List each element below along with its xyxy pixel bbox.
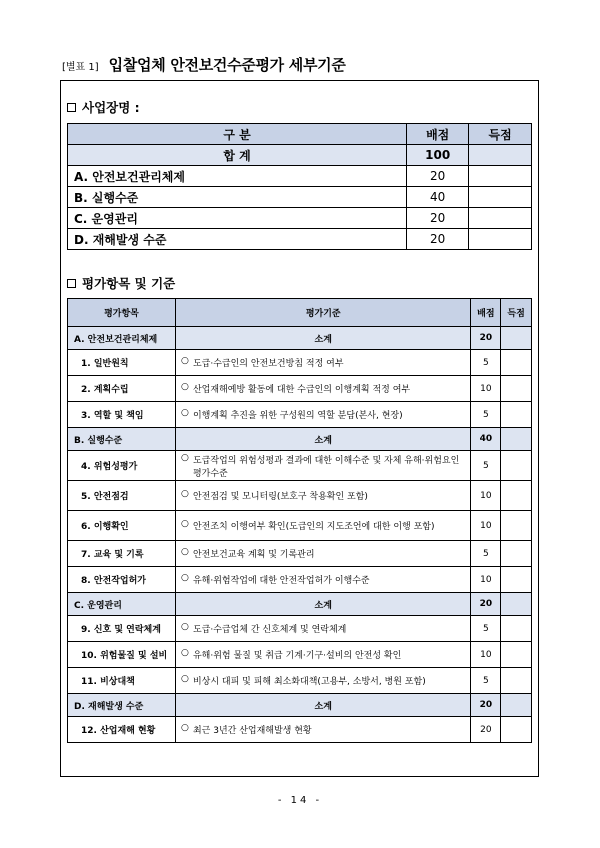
criterion-cell [175,668,471,694]
item-name: 3. 역할 및 책임 [68,402,176,428]
summary-label: B. 실행수준 [68,187,407,208]
subtotal-label: 소계 [175,327,471,350]
summary-score[interactable] [469,208,532,229]
item-score[interactable] [501,567,532,593]
criteria-row [68,567,532,593]
bullet-icon: ○ [180,356,189,366]
summary-points: 20 [407,229,469,250]
bullet-icon: ○ [180,622,189,632]
criteria-row [68,376,532,402]
item-score[interactable] [501,642,532,668]
subtotal-score[interactable] [501,593,532,616]
item-name: 9. 신호 및 연락체계 [68,616,176,642]
criterion-text: 유해·위험작업에 대한 안전작업허가 이행수준 [192,576,370,586]
summary-heading-text: 사업장명 : [82,100,140,115]
item-points: 10 [471,567,501,593]
criterion-text: 산업재해예방 활동에 대한 수급인의 이행계획 적정 여부 [192,385,411,395]
summary-points: 20 [407,208,469,229]
item-name: 5. 안전점검 [68,481,176,511]
criterion-cell [175,350,471,376]
criteria-row [68,350,532,376]
criterion-cell [175,541,471,567]
summary-label: A. 안전보건관리체제 [68,166,407,187]
bullet-icon: ○ [180,519,189,529]
bullet-icon: ○ [180,723,189,733]
total-points: 100 [407,145,469,166]
criteria-row [68,717,532,743]
section-name: D. 재해발생 수준 [68,694,176,717]
col-criterion: 평가기준 [175,299,471,327]
item-name: 2. 계획수립 [68,376,176,402]
bullet-icon: ○ [180,547,189,557]
criteria-table [67,298,532,743]
criteria-row [68,511,532,541]
summary-score[interactable] [469,166,532,187]
item-score[interactable] [501,376,532,402]
subtotal-points: 20 [471,593,501,616]
subtotal-score[interactable] [501,694,532,717]
subtotal-points: 20 [471,327,501,350]
item-points: 5 [471,402,501,428]
item-score[interactable] [501,350,532,376]
criterion-cell [175,717,471,743]
summary-table [67,123,532,250]
section-name: C. 운영관리 [68,593,176,616]
bullet-icon: ○ [180,489,189,499]
item-score[interactable] [501,481,532,511]
criteria-heading-text: 평가항목 및 기준 [82,276,176,291]
item-name: 12. 산업재해 현황 [68,717,176,743]
item-points: 10 [471,481,501,511]
criterion-text: 최근 3년간 산업재해발생 현황 [192,726,312,736]
summary-label: C. 운영관리 [68,208,407,229]
summary-label: D. 재해발생 수준 [68,229,407,250]
summary-heading [67,98,140,116]
bullet-icon: ○ [180,573,189,583]
checkbox-square-icon [67,279,76,288]
criterion-text: 안전보건교육 계획 및 기록관리 [192,550,315,560]
item-score[interactable] [501,451,532,481]
section-name: B. 실행수준 [68,428,176,451]
summary-score[interactable] [469,187,532,208]
summary-header-row [68,124,532,145]
summary-points: 40 [407,187,469,208]
item-points: 20 [471,717,501,743]
summary-row [68,208,532,229]
item-points: 5 [471,668,501,694]
bullet-icon: ○ [180,674,189,684]
bullet-icon: ○ [180,648,189,658]
bullet-icon: ○ [180,408,189,418]
col-score: 득점 [501,299,532,327]
col-category: 구 분 [68,124,407,145]
total-score[interactable] [469,145,532,166]
item-score[interactable] [501,511,532,541]
criterion-text: 안전점검 및 모니터링(보호구 착용확인 포함) [192,492,368,502]
criterion-text: 도급·수급업체 간 신호체계 및 연락체계 [192,625,347,635]
section-row [68,428,532,451]
col-item: 평가항목 [68,299,176,327]
item-score[interactable] [501,668,532,694]
item-points: 5 [471,350,501,376]
item-name: 7. 교육 및 기록 [68,541,176,567]
item-score[interactable] [501,402,532,428]
subtotal-label: 소계 [175,694,471,717]
item-score[interactable] [501,541,532,567]
item-points: 10 [471,642,501,668]
criterion-cell [175,616,471,642]
criterion-cell [175,402,471,428]
col-points: 배점 [471,299,501,327]
criteria-row [68,451,532,481]
summary-total-row [68,145,532,166]
criterion-cell [175,481,471,511]
item-name: 1. 일반원칙 [68,350,176,376]
item-points: 5 [471,541,501,567]
document-title: 입찰업체 안전보건수준평가 세부기준 [108,56,346,74]
criterion-cell [175,642,471,668]
criterion-cell [175,376,471,402]
section-row [68,593,532,616]
item-name: 4. 위험성평가 [68,451,176,481]
criterion-cell [175,567,471,593]
criteria-row [68,541,532,567]
item-name: 11. 비상대책 [68,668,176,694]
page-title [62,54,346,75]
appendix-tag: [별표 1] [62,62,99,73]
item-name: 6. 이행확인 [68,511,176,541]
page-number: - 14 - [277,795,323,806]
criteria-row [68,481,532,511]
criteria-row [68,616,532,642]
section-row [68,327,532,350]
criteria-header-row [68,299,532,327]
subtotal-label: 소계 [175,428,471,451]
criteria-row [68,402,532,428]
criterion-text: 유해·위험 물질 및 취급 기계·기구·설비의 안전성 확인 [192,651,402,661]
summary-row [68,166,532,187]
item-name: 8. 안전작업허가 [68,567,176,593]
bullet-icon: ○ [180,382,189,392]
checkbox-square-icon [67,103,76,112]
bullet-icon: ○ [180,452,189,463]
section-row [68,694,532,717]
total-label: 합 계 [68,145,407,166]
summary-row [68,229,532,250]
section-name: A. 안전보건관리체제 [68,327,176,350]
criterion-text: 이행계획 추진을 위한 구성원의 역할 분담(본사, 현장) [192,411,403,421]
item-points: 5 [471,616,501,642]
col-score: 득점 [469,124,532,145]
summary-row [68,187,532,208]
subtotal-points: 40 [471,428,501,451]
subtotal-label: 소계 [175,593,471,616]
criterion-cell [175,451,471,481]
subtotal-score[interactable] [501,327,532,350]
col-points: 배점 [407,124,469,145]
item-name: 10. 위험물질 및 설비 [68,642,176,668]
summary-points: 20 [407,166,469,187]
subtotal-points: 20 [471,694,501,717]
subtotal-score[interactable] [501,428,532,451]
item-score[interactable] [501,717,532,743]
criteria-heading [67,274,175,292]
criterion-text: 비상시 대피 및 피해 최소화대책(고용부, 소방서, 병원 포함) [192,677,426,687]
criteria-row [68,668,532,694]
criterion-text: 도급·수급인의 안전보건방침 적정 여부 [192,359,344,369]
criterion-cell [175,511,471,541]
criterion-text: 안전조치 이행여부 확인(도급인의 지도조언에 대한 이행 포함) [192,522,435,532]
item-points: 10 [471,376,501,402]
item-points: 10 [471,511,501,541]
summary-score[interactable] [469,229,532,250]
criterion-text: 도급작업의 위험성평과 결과에 대한 이해수준 및 자체 유해·위험요인 평가수준 [192,455,460,479]
item-score[interactable] [501,616,532,642]
item-points: 5 [471,451,501,481]
criteria-row [68,642,532,668]
